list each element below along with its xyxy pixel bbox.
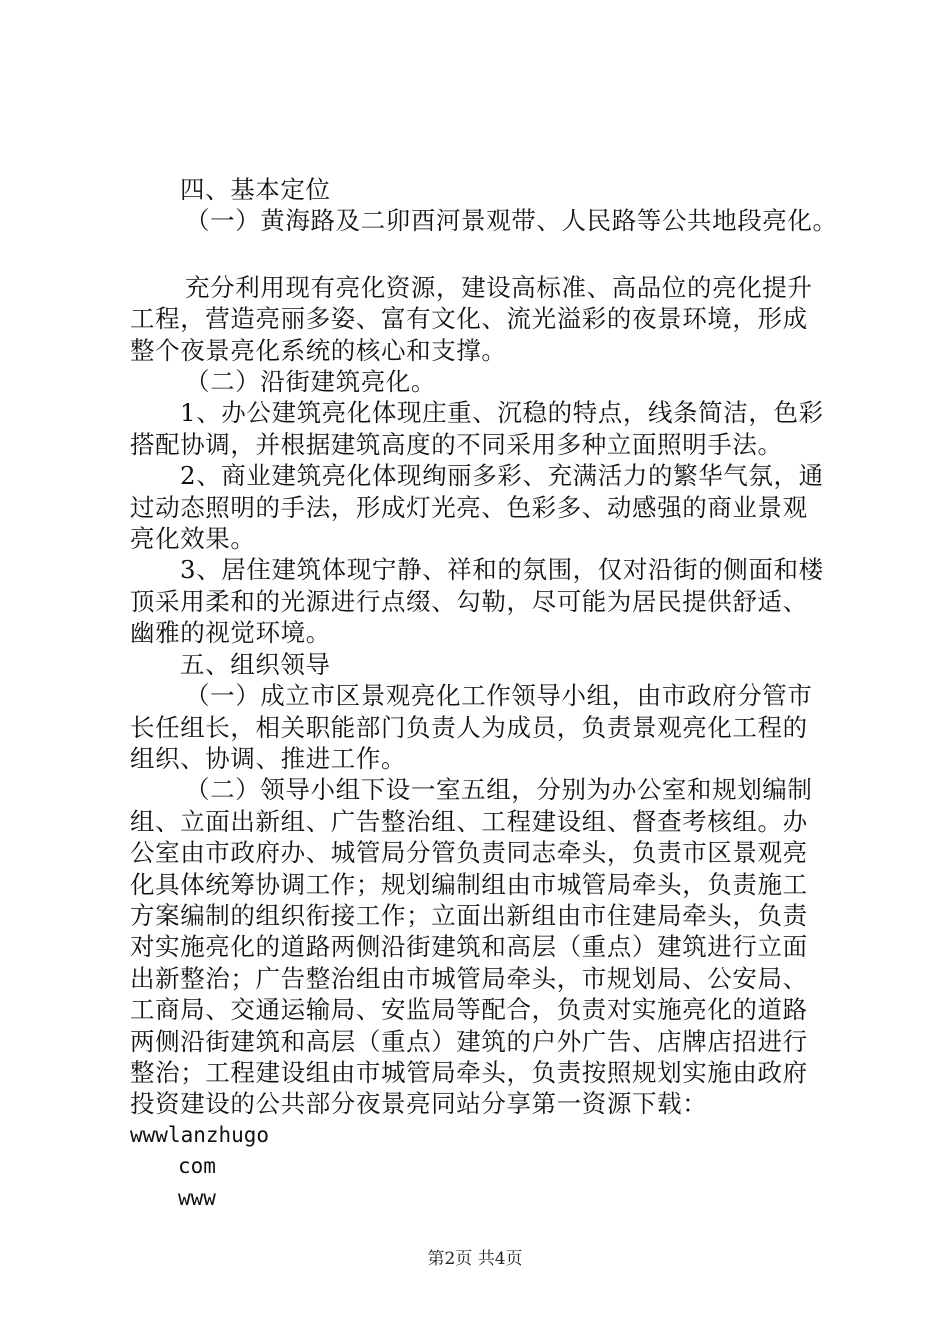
url-fragment: com xyxy=(178,1154,216,1179)
paragraph-line: 幽雅的视觉环境。 xyxy=(130,618,331,648)
paragraph-line: 长任组长，相关职能部门负责人为成员，负责景观亮化工程的 xyxy=(130,712,808,742)
url-fragment: www xyxy=(178,1185,216,1210)
url-fragment: wwwlanzhugo xyxy=(130,1122,270,1147)
paragraph-line: 两侧沿街建筑和高层（重点）建筑的户外广告、店牌店招进行 xyxy=(130,1026,808,1056)
paragraph-line: 整个夜景亮化系统的核心和支撑。 xyxy=(130,335,507,365)
paragraph-line: 方案编制的组织衔接工作；立面出新组由市住建局牵头，负责 xyxy=(130,900,808,930)
paragraph-line: 搭配协调，并根据建筑高度的不同采用多种立面照明手法。 xyxy=(130,429,783,459)
paragraph-line: 工商局、交通运输局、安监局等配合，负责对实施亮化的道路 xyxy=(130,995,808,1025)
section-heading-organization: 五、组织领导 xyxy=(180,649,331,679)
paragraph-line: 亮化效果。 xyxy=(130,524,256,554)
paragraph-line: 1、办公建筑亮化体现庄重、沉稳的特点，线条简洁，色彩 xyxy=(180,398,824,428)
paragraph-line: 2、商业建筑亮化体现绚丽多彩、充满活力的繁华气氛，通 xyxy=(180,461,824,491)
paragraph-line: 过动态照明的手法，形成灯光亮、色彩多、动感强的商业景观 xyxy=(130,492,808,522)
paragraph-line: 整治；工程建设组由市城管局牵头，负责按照规划实施由政府 xyxy=(130,1057,808,1087)
paragraph-line: 充分利用现有亮化资源，建设高标准、高品位的亮化提升 xyxy=(185,272,813,302)
subheading-public-area-lighting: （一）黄海路及二卯酉河景观带、人民路等公共地段亮化。 xyxy=(185,206,838,236)
paragraph-line: 投资建设的公共部分夜景亮同站分享第一资源下载： xyxy=(130,1089,708,1119)
paragraph-line: （一）成立市区景观亮化工作领导小组，由市政府分管市 xyxy=(185,681,813,711)
paragraph-line: 组、立面出新组、广告整治组、工程建设组、督查考核组。办 xyxy=(130,806,808,836)
paragraph-line: 3、居住建筑体现宁静、祥和的氛围，仅对沿街的侧面和楼 xyxy=(180,555,824,585)
paragraph-line: 工程，营造亮丽多姿、富有文化、流光溢彩的夜景环境，形成 xyxy=(130,304,808,334)
paragraph-line: 出新整治；广告整治组由市城管局牵头，市规划局、公安局、 xyxy=(130,963,808,993)
subheading-street-building-lighting: （二）沿街建筑亮化。 xyxy=(185,367,436,397)
paragraph-line: 对实施亮化的道路两侧沿街建筑和高层（重点）建筑进行立面 xyxy=(130,932,808,962)
paragraph-line: 组织、协调、推进工作。 xyxy=(130,743,407,773)
page-number-footer: 第2页 共4页 xyxy=(427,1249,523,1269)
paragraph-line: 化具体统筹协调工作；规划编制组由市城管局牵头，负责施工 xyxy=(130,869,808,899)
paragraph-line: 顶采用柔和的光源进行点缀、勾勒，尽可能为居民提供舒适、 xyxy=(130,586,808,616)
paragraph-line: 公室由市政府办、城管局分管负责同志牵头，负责市区景观亮 xyxy=(130,838,808,868)
document-body xyxy=(130,174,838,1214)
section-heading-basic-positioning: 四、基本定位 xyxy=(180,175,331,204)
paragraph-line: （二）领导小组下设一室五组，分别为办公室和规划编制 xyxy=(185,775,813,805)
